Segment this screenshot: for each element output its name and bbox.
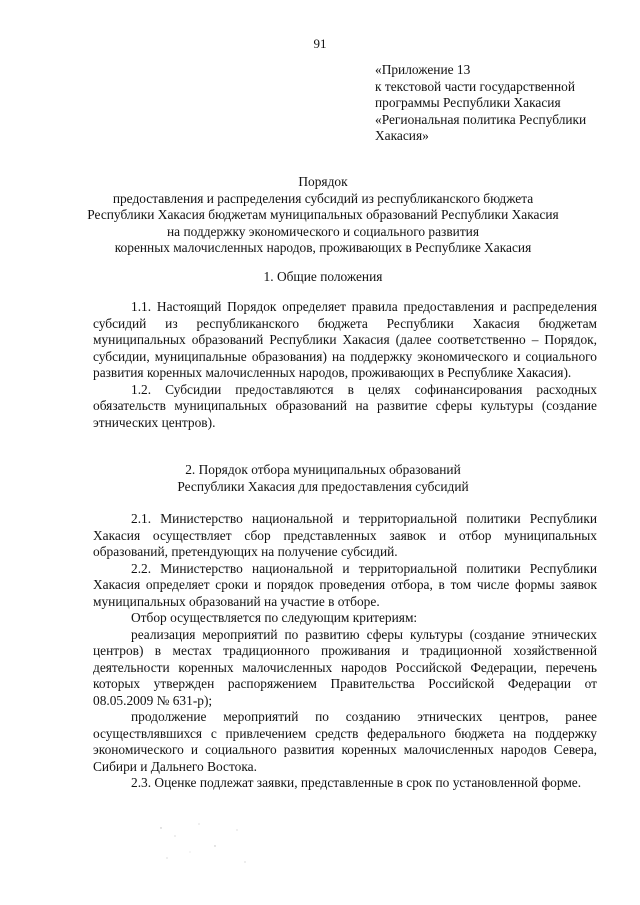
section-1-heading: 1. Общие положения [263, 269, 383, 284]
scan-noise-marks [155, 818, 255, 868]
heading-line: 2. Порядок отбора муниципальных образований [185, 462, 461, 477]
section-2-heading [40, 461, 606, 495]
paragraph-1-2: 1.2. Субсидии предоставляются в целях софинансирования расходных обязательств муниципальных образований на развитие сферы культуры (создание этнических центров). [93, 381, 597, 430]
paragraph-criterion-1: реализация мероприятий по развитию сферы культуры (создание этнических центров) в местах традиционного проживания и традиционной хозяйственной деятельности коренных малочисленных народов Российской Федерации, перечень которых утвержден распоряжением Правительства Российской Федерации от 08.05.2009 № 631-р); [93, 626, 597, 708]
appendix-line: к текстовой части государственной [375, 78, 575, 94]
section-2-body [93, 511, 597, 792]
appendix-line: Хакасия» [375, 128, 429, 143]
document-title [40, 174, 606, 257]
title-line: Порядок [298, 174, 348, 189]
appendix-line: программы Республики Хакасия [375, 95, 561, 110]
appendix-note [375, 62, 620, 145]
title-line: на поддержку экономического и социального развития [167, 223, 479, 239]
title-line: предоставления и распределения субсидий из республиканского бюджета [112, 190, 534, 206]
heading-line: Республики Хакасия для предоставления субсидий [177, 479, 469, 494]
paragraph-criteria-intro: Отбор осуществляется по следующим критериям: [131, 610, 418, 625]
paragraph-1-1: 1.1. Настоящий Порядок определяет правила предоставления и распределения субсидий из республиканского бюджета Республики Хакасия бюджетам муниципальных образований Республики Хакасия (далее соответственно – Порядок, субсидии, муниципальные образования) на поддержку экономического и социального развития коренных малочисленных народов, проживающих в Республике Хакасия). [93, 299, 597, 380]
paragraph-2-1: 2.1. Министерство национальной и территориальной политики Республики Хакасия осуществляет сбор представленных заявок и отбор муниципальных образований, претендующих на получение субсидий. [93, 511, 597, 559]
section-1-body [93, 299, 597, 431]
appendix-line: «Приложение 13 [375, 62, 471, 77]
title-line: коренных малочисленных народов, проживающих в Республике Хакасия [114, 240, 532, 256]
paragraph-2-3: 2.3. Оценке подлежат заявки, представленные в срок по установленной форме. [131, 775, 582, 790]
title-line: Республики Хакасия бюджетам муниципальных образований Республики Хакасия [87, 207, 559, 223]
paragraph-criterion-2: продолжение мероприятий по созданию этнических центров, ранее осуществлявшихся с привлечением средств федерального бюджета на поддержку экономического и социального развития коренных малочисленных народов Севера, Сибири и Дальнего Востока. [93, 709, 597, 774]
paragraph-2-2: 2.2. Министерство национальной и территориальной политики Республики Хакасия определяет сроки и порядок проведения отбора, в том числе формы заявок муниципальных образований на участие в отборе. [93, 560, 597, 609]
page-number: 91 [313, 36, 327, 51]
appendix-line: «Региональная политика Республики [375, 111, 587, 127]
